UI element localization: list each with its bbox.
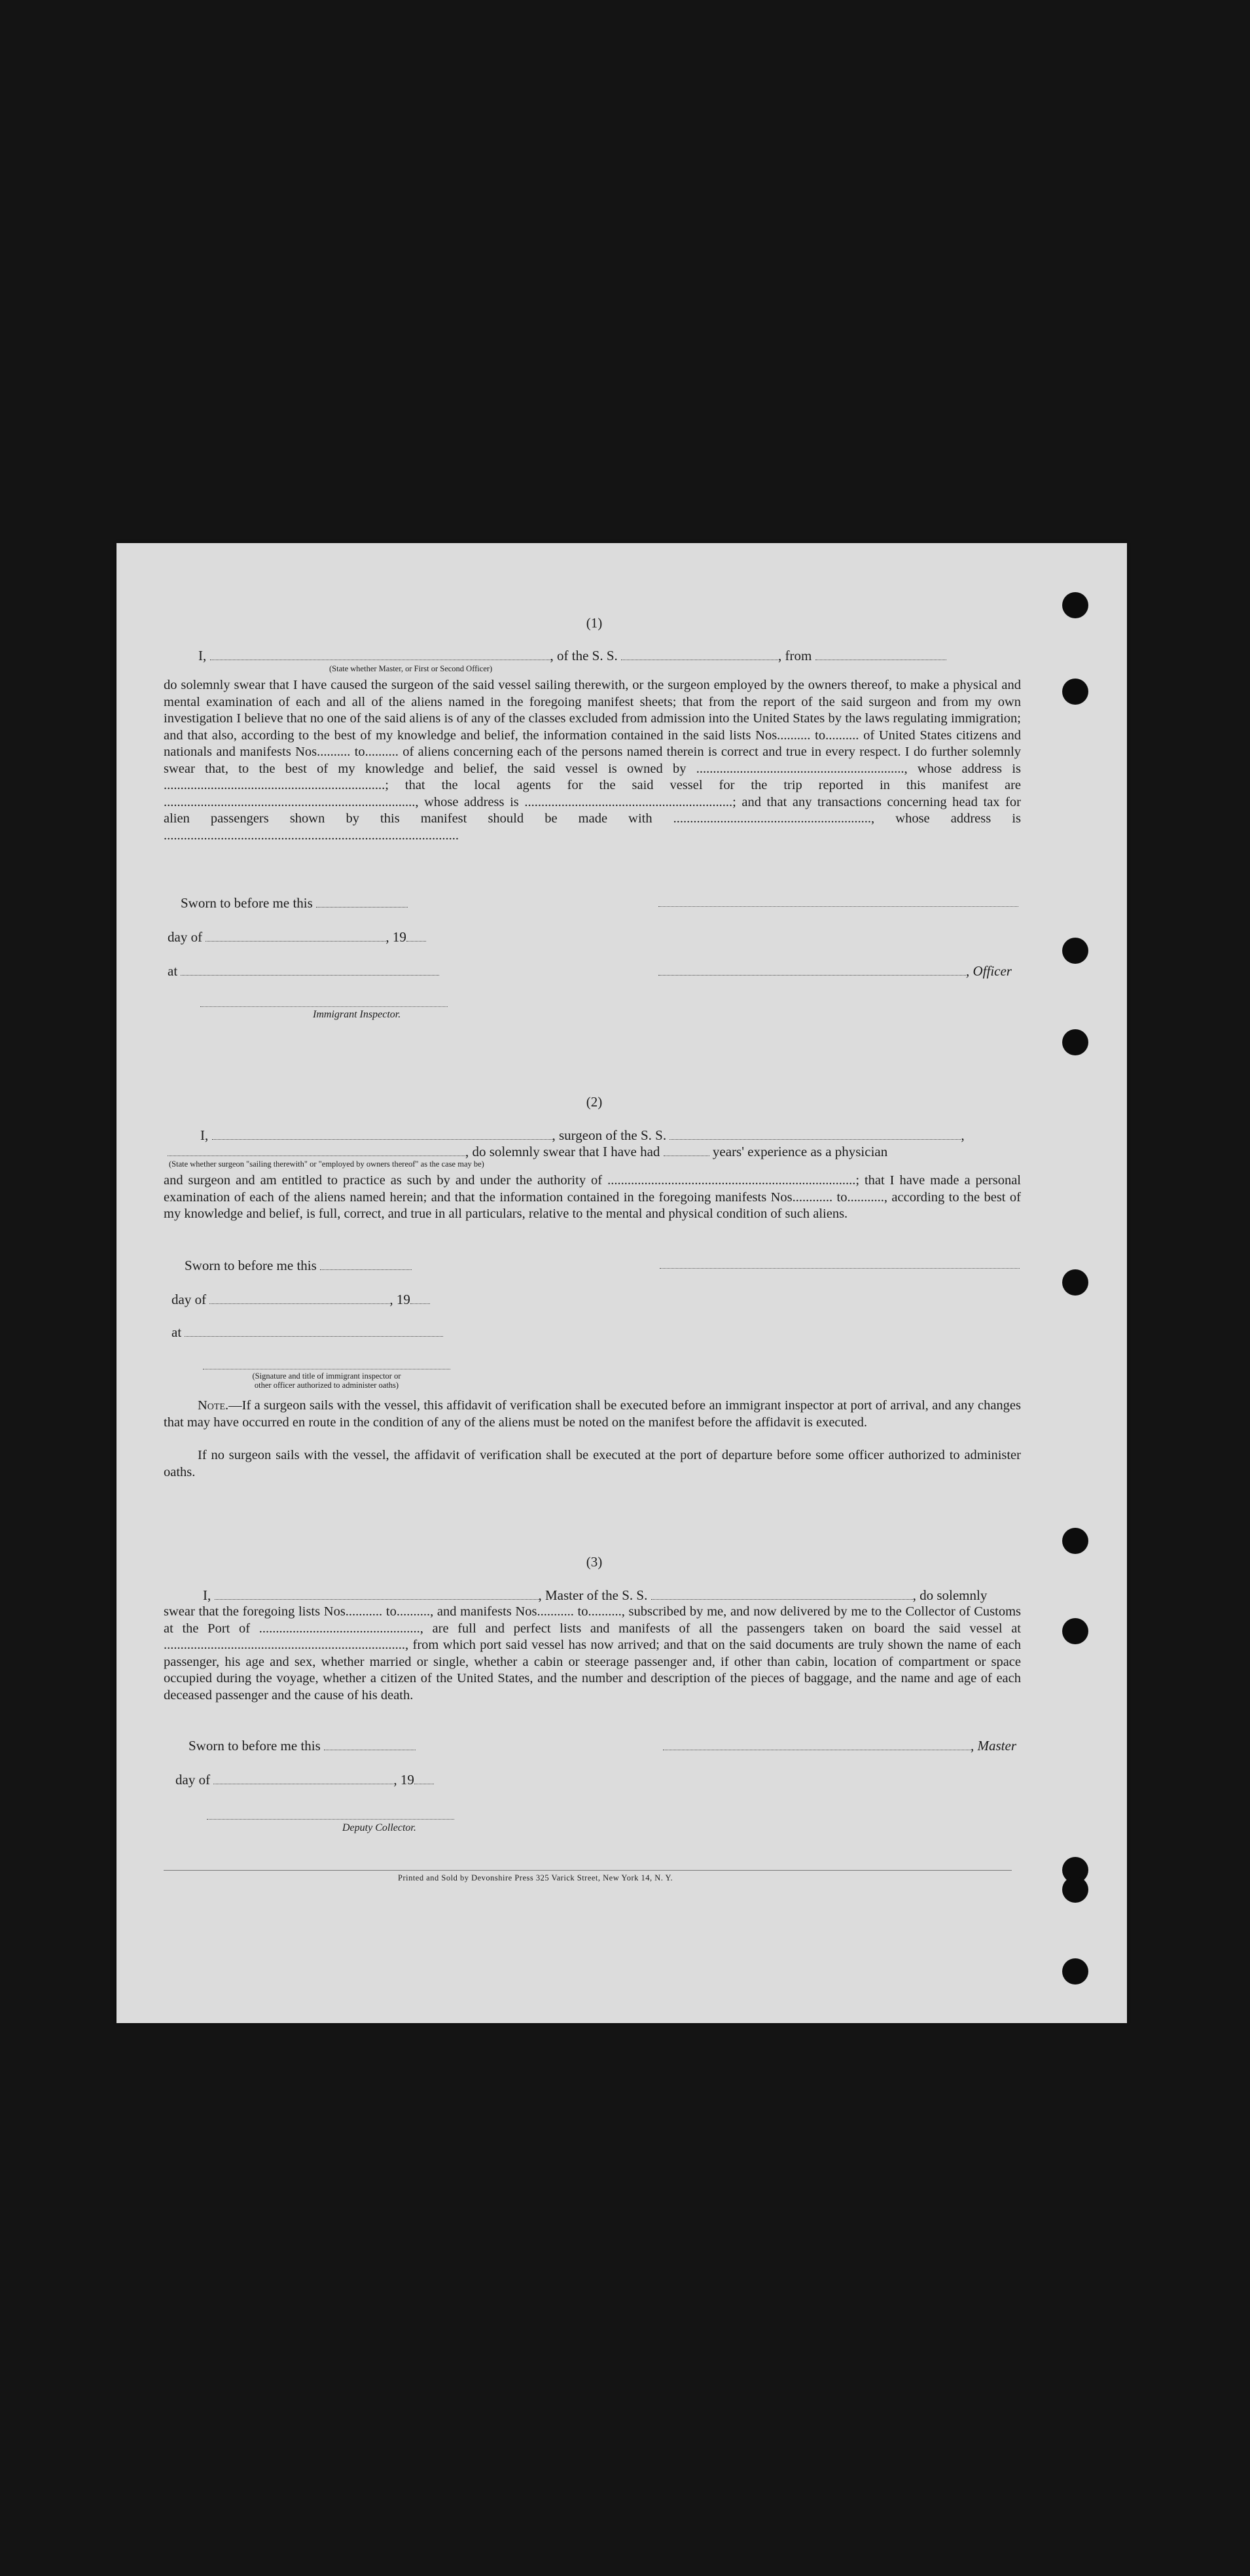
at-label-2: at [171, 1324, 182, 1340]
day-field-2[interactable] [209, 1292, 389, 1304]
section-2-line-2 [168, 1144, 887, 1160]
section-1-line-1 [198, 648, 946, 664]
signature-line-2 [660, 1268, 1020, 1269]
section-1-number: (1) [586, 615, 603, 631]
binder-hole [1062, 592, 1088, 618]
year-label: , 19 [385, 929, 406, 945]
section-2-sworn [185, 1258, 412, 1274]
day-of-label-2: day of [171, 1292, 207, 1307]
binder-hole [1062, 1618, 1088, 1644]
binder-hole [1062, 679, 1088, 705]
section-2-body: and surgeon and am entitled to practice as such by and under the authority of ..........................................................................; that I have made a personal examination of each of the aliens named herein; and that the information contained in the foregoing manifests Nos............ to..........., according to the best of my knowledge and belief, is full, correct, and true in all particulars, relative to the mental and physical condition of such aliens. [164, 1173, 1021, 1221]
surgeon-vessel-field[interactable] [670, 1127, 961, 1140]
master-label: , Master [971, 1738, 1016, 1754]
footer-rule [164, 1870, 1012, 1871]
section-3-number: (3) [586, 1554, 603, 1570]
year-field-2[interactable] [410, 1292, 430, 1304]
place-field[interactable] [181, 963, 439, 976]
section-3-i: I, [203, 1587, 211, 1603]
master-signature [663, 1738, 1016, 1754]
binder-hole [1062, 1877, 1088, 1903]
printer-imprint: Printed and Sold by Devonshire Press 325 Varick Street, New York 14, N. Y. [398, 1873, 673, 1882]
years-experience-label: years' experience as a physician [712, 1144, 888, 1159]
section-3-line-1 [203, 1587, 987, 1604]
binder-hole [1062, 938, 1088, 964]
section-2-number: (2) [586, 1094, 603, 1110]
year-label-2: , 19 [389, 1292, 410, 1307]
inspector-signature-line [200, 1006, 448, 1007]
signature-caption-line-1: (Signature and title of immigrant inspector or [252, 1371, 401, 1381]
manifest-affidavit-sheet [116, 543, 1127, 2023]
year-field-3[interactable] [414, 1772, 434, 1784]
section-2-day [171, 1292, 430, 1308]
master-of-ss-label: , Master of the S. S. [538, 1587, 648, 1603]
section-2-i: I, [200, 1127, 209, 1143]
section-3-day [175, 1772, 434, 1788]
section-1-day [168, 929, 426, 945]
officer-name-field[interactable] [210, 648, 550, 660]
deputy-signature-line [207, 1819, 454, 1820]
solemnly-swear-label: , do solemnly swear that I have had [465, 1144, 660, 1159]
officer-signature-field[interactable] [658, 963, 966, 976]
binder-hole [1062, 1269, 1088, 1296]
section-3-body: swear that the foregoing lists Nos........... to.........., and manifests Nos........... to.........., subscribed by me, and now delivered by me to the Collector of Customs at the Port of ................................................, are full and perfect lists and manifests of all the passengers taken on board the said vessel at ........................................................................, from which port said vessel has now arrived; and that on the said documents are truly shown the name of each passenger, his age and sex, whether married or single, whether a cabin or steerage passenger and, if other than cabin, location of compartment or space occupied during the voyage, whether a citizen of the United States, and the number and description of the pieces of baggage, and the name and age of each deceased passenger and the cause of his death. [164, 1604, 1021, 1703]
signature-line [658, 906, 1018, 907]
day-field[interactable] [205, 929, 385, 942]
surgeon-of-ss-label: , surgeon of the S. S. [552, 1127, 667, 1143]
sworn-date-field[interactable] [316, 895, 408, 908]
at-label: at [168, 963, 178, 979]
binder-hole [1062, 1958, 1088, 1985]
section-2-line-1: I, , surgeon of the S. S. , [200, 1127, 965, 1143]
section-1-at [168, 963, 439, 979]
binder-hole [1062, 1029, 1088, 1055]
note-paragraph [164, 1398, 1021, 1431]
vessel-name-field[interactable] [621, 648, 778, 660]
section-2-caption: (State whether surgeon "sailing therewith" or "employed by owners thereof" as the case may be) [169, 1159, 484, 1169]
sworn-label-3: Sworn to before me this [188, 1738, 321, 1754]
section-3-sworn [188, 1738, 416, 1754]
section-1-from: , from [778, 648, 812, 663]
surgeon-status-field[interactable] [168, 1144, 465, 1156]
officer-label: , Officer [966, 963, 1012, 979]
master-vessel-field[interactable] [651, 1587, 913, 1600]
note-text: —If a surgeon sails with the vessel, this affidavit of verification shall be executed before an immigrant inspector at port of arrival, and any changes that may have occurred en route in the condition of any of the aliens must be noted on the manifest before the affidavit is executed. [164, 1398, 1021, 1430]
master-signature-field[interactable] [663, 1738, 971, 1750]
day-of-label: day of [168, 929, 203, 945]
year-field[interactable] [406, 929, 426, 942]
sworn-date-field-3[interactable] [324, 1738, 416, 1750]
years-field[interactable] [664, 1144, 709, 1156]
do-solemnly-label: , do solemnly [912, 1587, 988, 1603]
section-1-body: do solemnly swear that I have caused the surgeon of the said vessel sailing therewith, or the surgeon employed by the owners thereof, to make a physical and mental examination of each and all of the aliens named in the foregoing manifest sheets; that from the report of the said surgeon and from my own investigation I believe that no one of the said aliens is of any of the classes excluded from admission into the United States by the laws regulating immigration; and that also, according to the best of my knowledge and belief, the information contained in the said lists Nos.......... to.......... of United States citizens and nationals and manifests Nos.......... to.......... of aliens concerning each of the persons named therein is correct and true in every respect. I do further solemnly swear that, to the best of my knowledge and belief, the said vessel is owned by .............................................................., whose address is ..................................................................; that the local agents for the said vessel for the trip reported in this manifest are ..........................................................................., whose address is ..............................................................; and that any transactions concerning head tax for alien passengers shown by this manifest should be made with ..........................................................., whose address is ........................................................................................ [164, 678, 1021, 843]
section-2-at [171, 1324, 443, 1341]
deputy-collector-label: Deputy Collector. [342, 1822, 416, 1833]
place-field-2[interactable] [185, 1324, 443, 1337]
sworn-label: Sworn to before me this [181, 895, 313, 911]
day-field-3[interactable] [213, 1772, 393, 1784]
note-label: Note. [198, 1398, 229, 1413]
binder-hole [1062, 1528, 1088, 1554]
immigrant-inspector-label: Immigrant Inspector. [313, 1009, 401, 1020]
section-1-i: I, [198, 648, 207, 663]
surgeon-name-field[interactable] [212, 1127, 552, 1140]
departure-port-field[interactable] [815, 648, 946, 660]
note-second-paragraph: If no surgeon sails with the vessel, the affidavit of verification shall be executed at the port of departure before some officer authorized to administer oaths. [164, 1448, 1021, 1479]
section-1-of-ss: , of the S. S. [550, 648, 618, 663]
master-name-field[interactable] [215, 1587, 539, 1600]
day-of-label-3: day of [175, 1772, 211, 1788]
section-1-sworn [181, 895, 408, 911]
officer-signature [658, 963, 1012, 979]
signature-caption [203, 1371, 450, 1390]
signature-caption-line-2: other officer authorized to administer oaths) [254, 1381, 399, 1390]
sworn-date-field-2[interactable] [320, 1258, 412, 1270]
section-1-caption: (State whether Master, or First or Second Officer) [329, 664, 493, 673]
year-label-3: , 19 [393, 1772, 414, 1788]
sworn-label-2: Sworn to before me this [185, 1258, 317, 1273]
